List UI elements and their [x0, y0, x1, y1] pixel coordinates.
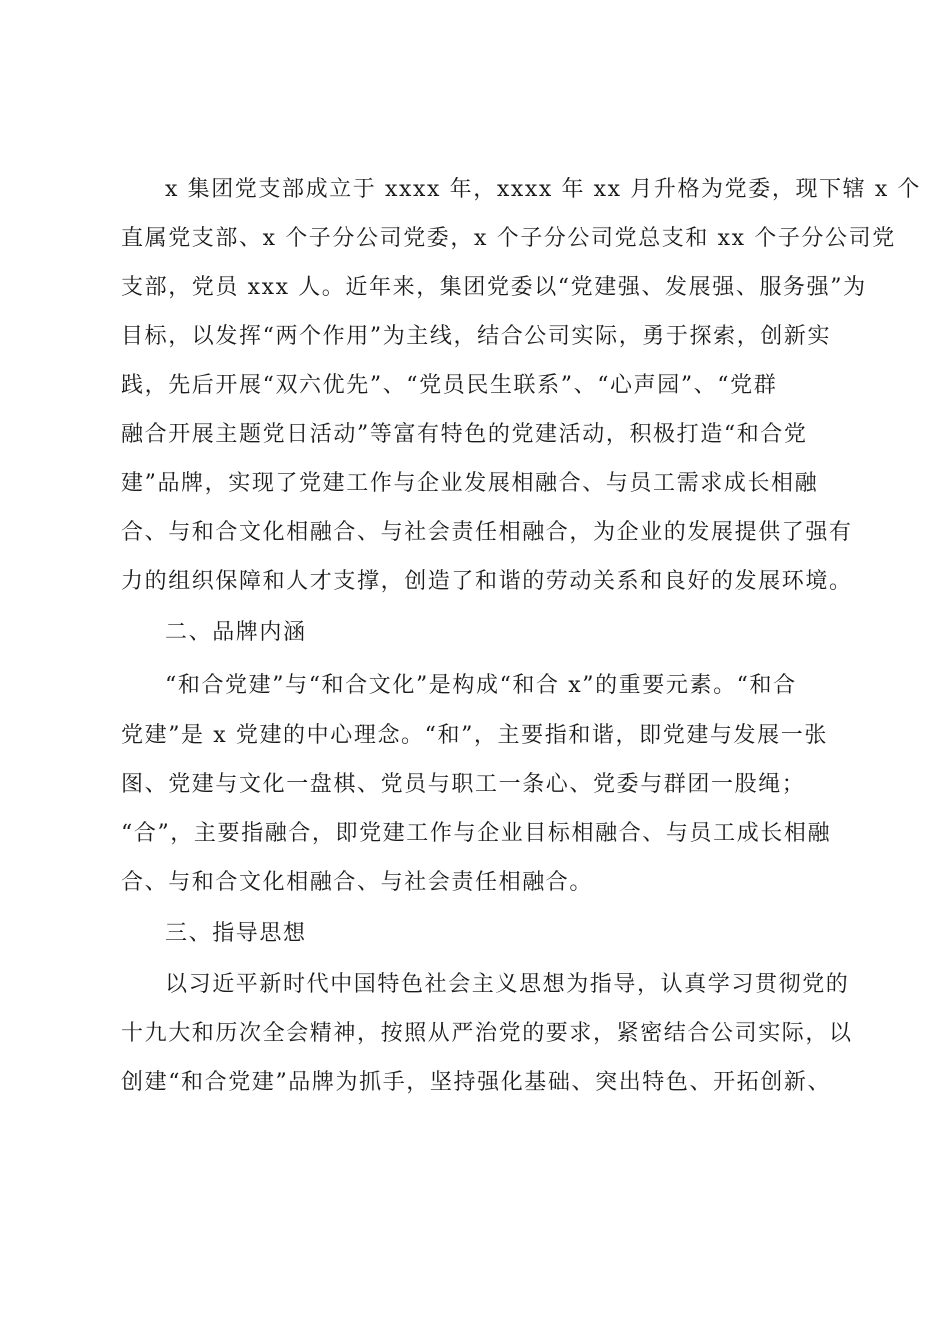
paragraph-1-line-8: 合、与和合文化相融合、与社会责任相融合，为企业的发展提供了强有 [121, 520, 853, 545]
paragraph-1-line-5: 践，先后开展“双六优先”、“党员民生联系”、“心声园”、“党群 [121, 373, 778, 398]
paragraph-2-line-3: 图、党建与文化一盘棋、党员与职工一条心、党委与群团一股绳； [121, 772, 806, 797]
paragraph-2-line-1: “和合党建”与“和合文化”是构成“和合 x”的重要元素。“和合 [165, 673, 797, 698]
paragraph-2-line-4: “合”，主要指融合，即党建工作与企业目标相融合、与员工成长相融 [121, 821, 832, 846]
paragraph-1-line-9: 力的组织保障和人才支撑，创造了和谐的劳动关系和良好的发展环境。 [121, 569, 853, 594]
paragraph-1-line-1: x 集团党支部成立于 xxxx 年，xxxx 年 xx 月升格为党委，现下辖 x 个 [165, 177, 922, 202]
paragraph-3-line-1: 以习近平新时代中国特色社会主义思想为指导，认真学习贯彻党的 [165, 972, 850, 997]
paragraph-2-line-5: 合、与和合文化相融合、与社会责任相融合。 [121, 870, 594, 895]
section-heading-brand-meaning: 二、品牌内涵 [165, 620, 307, 645]
paragraph-1-line-2: 直属党支部、x 个子分公司党委，x 个子分公司党总支和 xx 个子分公司党 [121, 226, 896, 251]
paragraph-1-line-4: 目标，以发挥“两个作用”为主线，结合公司实际，勇于探索，创新实 [121, 324, 832, 349]
paragraph-3-line-2: 十九大和历次全会精神，按照从严治党的要求，紧密结合公司实际，以 [121, 1021, 853, 1046]
paragraph-1-line-3: 支部，党员 xxx 人。近年来，集团党委以“党建强、发展强、服务强”为 [121, 275, 867, 300]
paragraph-1-line-7: 建”品牌，实现了党建工作与企业发展相融合、与员工需求成长相融 [121, 471, 819, 496]
paragraph-3-line-3: 创建“和合党建”品牌为抓手，坚持强化基础、突出特色、开拓创新、 [121, 1070, 832, 1095]
paragraph-2-line-2: 党建”是 x 党建的中心理念。“和”，主要指和谐，即党建与发展一张 [121, 723, 828, 748]
section-heading-guiding-ideology: 三、指导思想 [165, 921, 307, 946]
paragraph-1-line-6: 融合开展主题党日活动”等富有特色的党建活动，积极打造“和合党 [121, 422, 808, 447]
